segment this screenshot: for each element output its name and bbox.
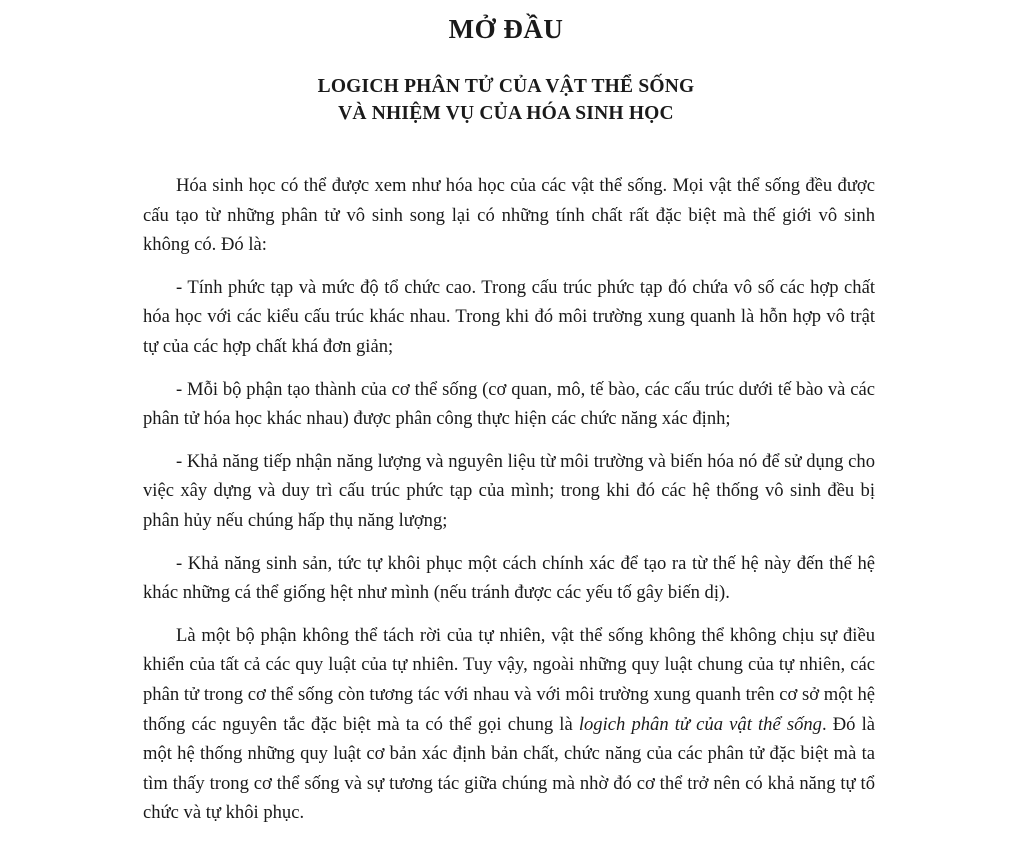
page-title: MỞ ĐẦU (448, 14, 564, 44)
closing-text-part-1: Là một bộ phận không thể tách rời của tự nhiên, vật thể sống không thể không chịu sự điều khiển của tất cả các quy luật của tự nhiên. Tuy vậy, ngoài những quy luật chung của tự nhiên, các phân tử trong cơ thể sống còn tương tác với nhau và với môi trường xung quanh trên cơ sở một hệ thống các nguyên tắc đặc biệt mà ta có thể gọi chung là (143, 624, 875, 735)
closing-italic-term: logich phân tử của vật thể sống (578, 713, 822, 735)
intro-paragraph: Hóa sinh học có thể được xem như hóa học của các vật thể sống. Mọi vật thể sống đều được cấu tạo từ những phân tử vô sinh song lại có những tính chất rất đặc biệt mà thế giới vô sinh không có. Đó là: (143, 175, 875, 256)
section-subtitle-line-2: VÀ NHIỆM VỤ CỦA HÓA SINH HỌC (338, 103, 674, 124)
closing-text-part-2: . Đó là một hệ thống những quy luật cơ bản xác định bản chất, chức năng của các phân tử đặc biệt mà ta tìm thấy trong cơ thể sống và sự tương tác giữa chúng mà nhờ đó cơ thể trở nên có khả năng tự tổ chức và tự khôi phục. (143, 713, 876, 824)
body-text (143, 171, 875, 828)
closing-paragraph (143, 621, 875, 828)
list-item-reproduction: - Khả năng sinh sản, tức tự khôi phục một cách chính xác để tạo ra từ thế hệ này đến thế hệ khác những cá thể giống hệt như mình (nếu tránh được các yếu tố gây biến dị). (143, 552, 875, 604)
list-item-complexity: - Tính phức tạp và mức độ tổ chức cao. Trong cấu trúc phức tạp đó chứa vô số các hợp chất hóa học với các kiểu cấu trúc khác nhau. Trong khi đó môi trường xung quanh là hỗn hợp vô trật tự của các hợp chất khá đơn giản; (143, 276, 875, 357)
list-item-function: - Mỗi bộ phận tạo thành của cơ thể sống (cơ quan, mô, tế bào, các cấu trúc dưới tế bào và các phân tử hóa học khác nhau) được phân công thực hiện các chức năng xác định; (143, 378, 875, 430)
section-subtitle-line-1: LOGICH PHÂN TỬ CỦA VẬT THỂ SỐNG (317, 76, 695, 97)
list-item-energy: - Khả năng tiếp nhận năng lượng và nguyên liệu từ môi trường và biến hóa nó để sử dụng cho việc xây dựng và duy trì cấu trúc phức tạp của mình; trong khi đó các hệ thống vô sinh đều bị phân hủy nếu chúng hấp thụ năng lượng; (143, 450, 875, 531)
